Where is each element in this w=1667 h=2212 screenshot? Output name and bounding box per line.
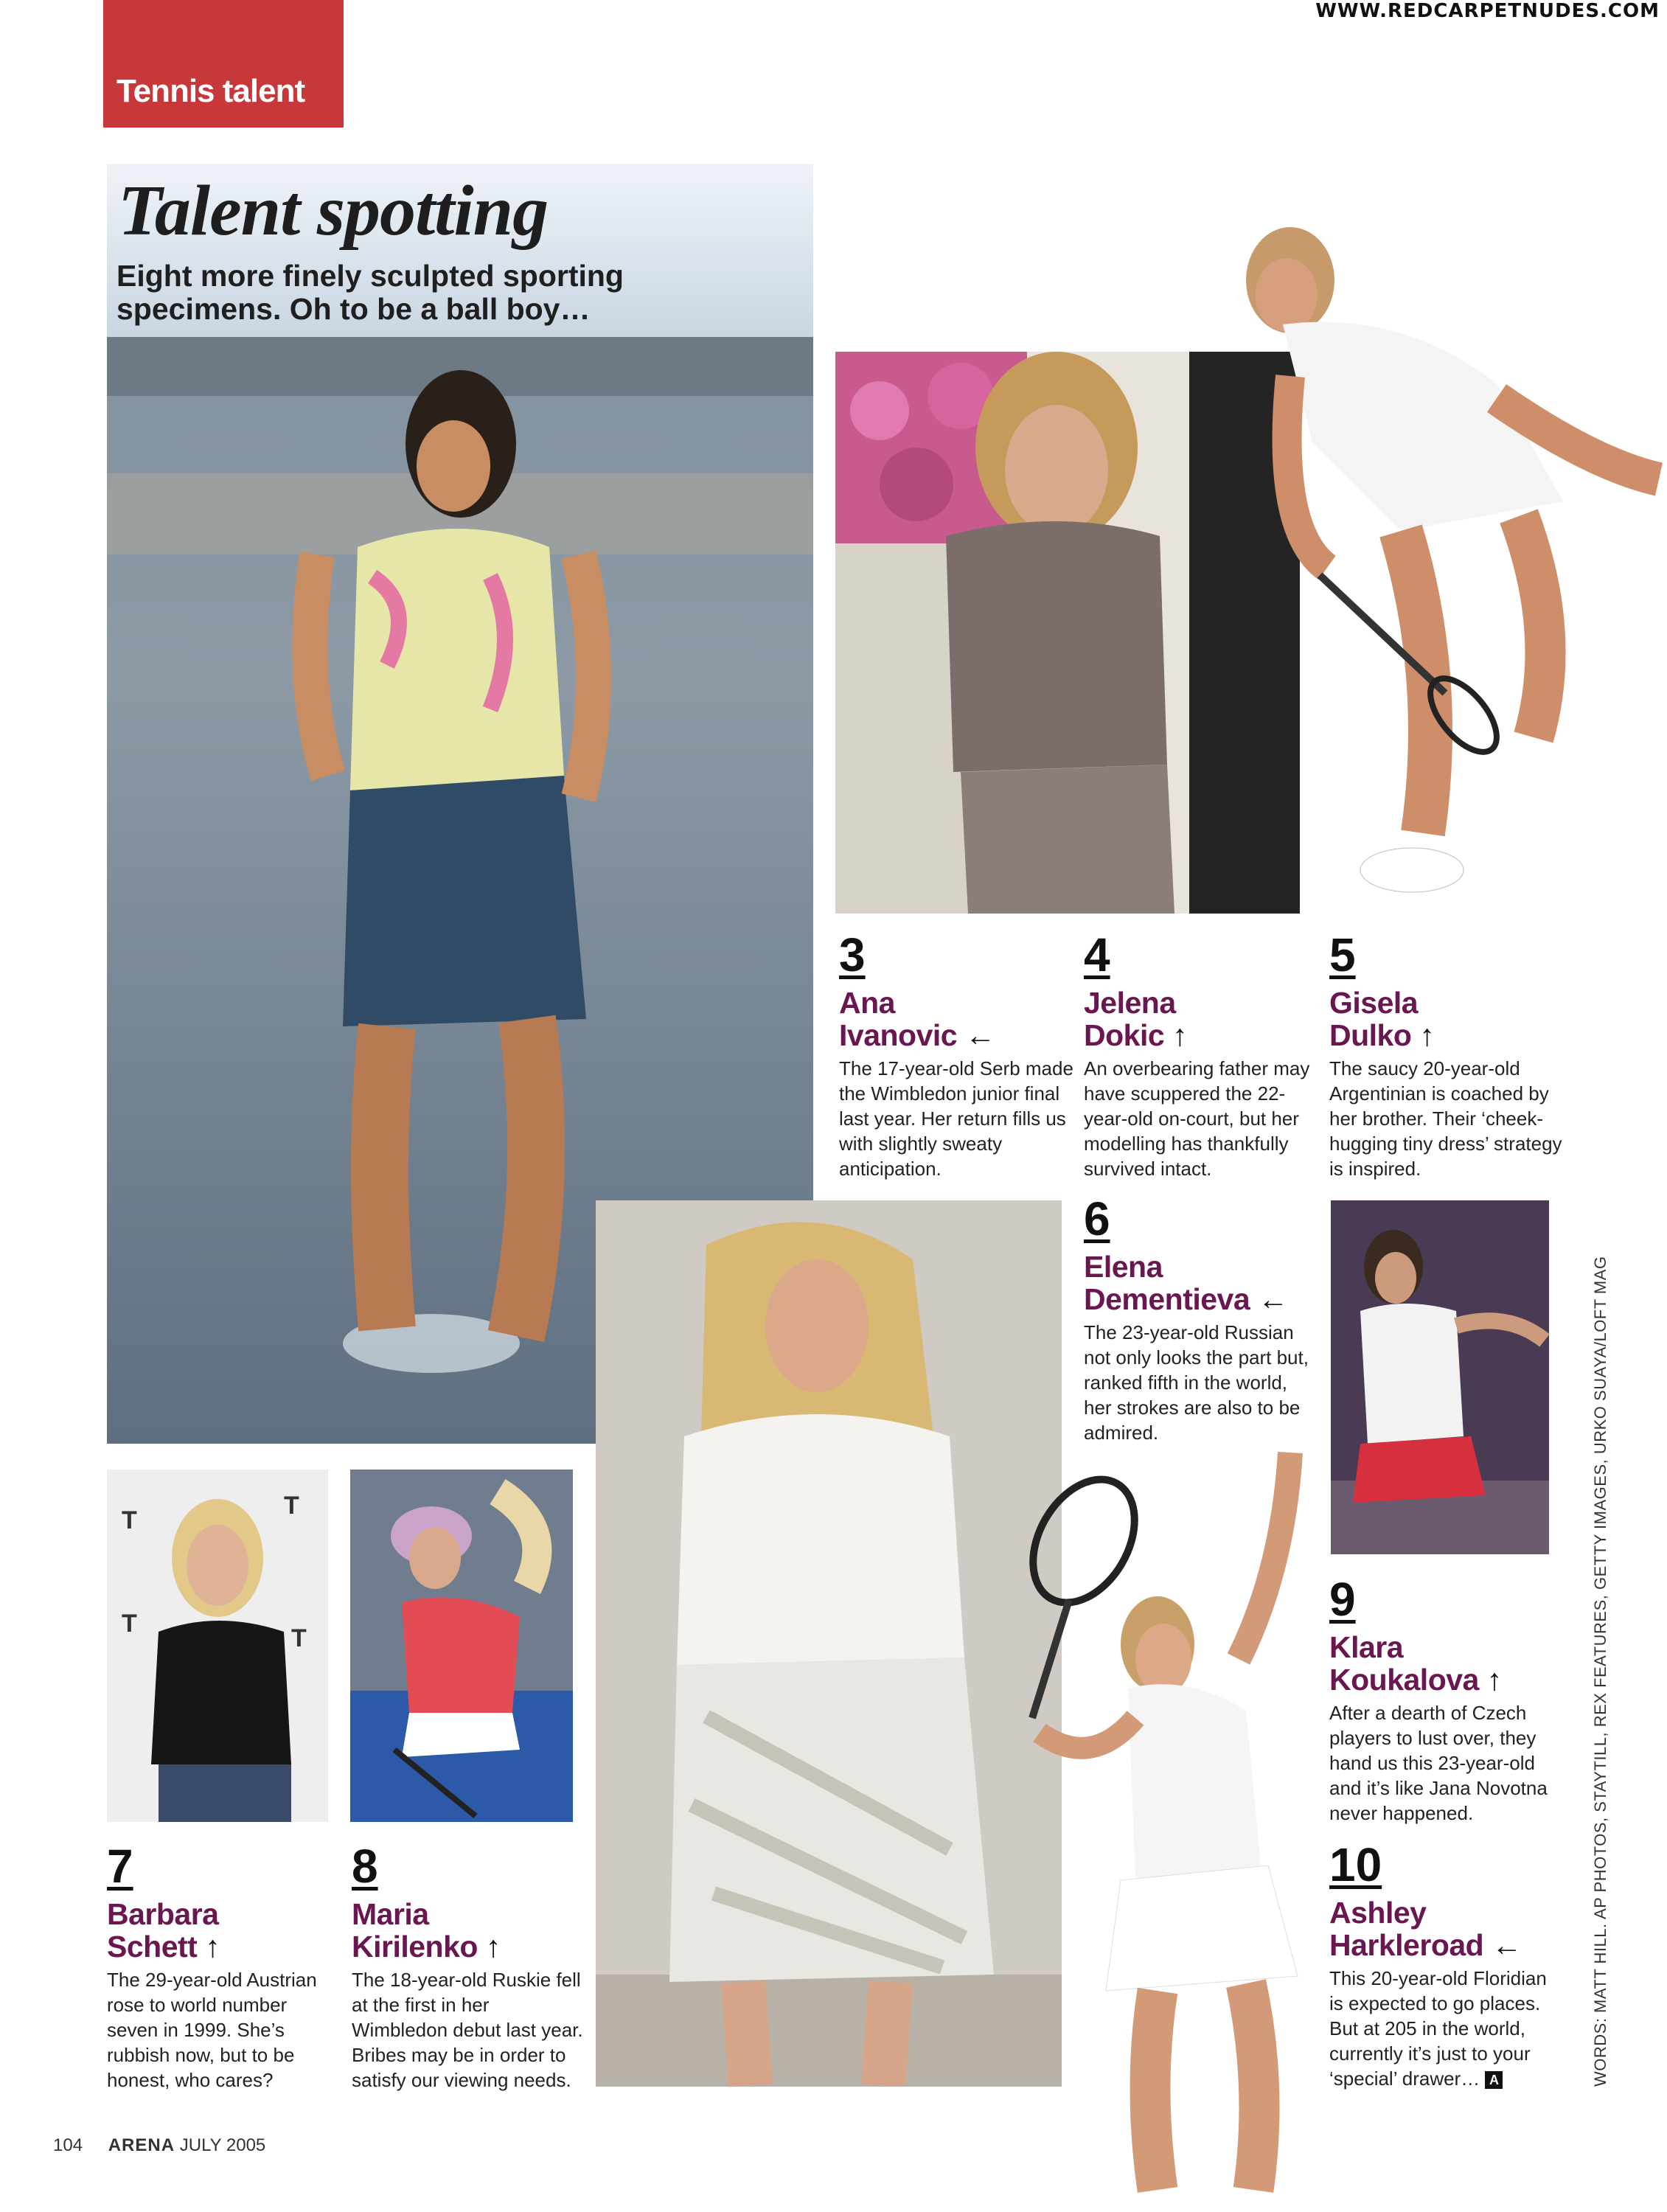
entry-kirilenko [352, 1842, 584, 2093]
entry-description: After a dearth of Czech players to lust over, they hand us this 23-year-old and it’s like Jana Novotna never happened. [1329, 1702, 1548, 1824]
entry-description: An overbearing father may have scuppered the 22-year-old on-court, but her modelling has thankfully survived intact. [1084, 1057, 1310, 1180]
arrow-up-icon: ↑ [1172, 1018, 1188, 1052]
page-title: Talent spotting [118, 171, 549, 251]
svg-text:T: T [122, 1506, 137, 1534]
entry-name [839, 987, 1075, 1051]
entry-surname: Dulko [1329, 1018, 1412, 1052]
entry-surname: Kirilenko [352, 1930, 478, 1964]
entry-surname: Dementieva [1084, 1282, 1250, 1316]
magazine-name: ARENA [108, 2135, 175, 2155]
entry-number: 8 [352, 1840, 378, 1893]
arrow-left-icon: ← [1258, 1282, 1288, 1316]
photo-koukalova [1331, 1200, 1549, 1554]
svg-text:T: T [284, 1492, 299, 1520]
entry-surname: Dokic [1084, 1018, 1165, 1052]
entry-name [1329, 1631, 1565, 1696]
photo-schett-image [107, 1470, 328, 1822]
entry-dokic [1084, 928, 1312, 1181]
entry-name [352, 1898, 584, 1963]
photo-harkleroad [988, 1423, 1349, 2212]
entry-surname: Harkleroad [1329, 1928, 1484, 1962]
arrow-up-icon: ↑ [205, 1930, 220, 1964]
entry-number: 4 [1084, 928, 1110, 981]
entry-first-name: Elena [1084, 1250, 1163, 1284]
arrow-up-icon: ↑ [1486, 1663, 1502, 1697]
arrow-up-icon: ↑ [1419, 1018, 1435, 1052]
entry-koukalova [1329, 1575, 1565, 1826]
entry-description-text: This 20-year-old Floridian is expected to go places. But at 205 in the world, currently it’s just to your ‘special’ drawer… [1329, 1967, 1547, 2090]
entry-first-name: Jelena [1084, 986, 1176, 1020]
section-tag-label: Tennis talent [116, 73, 305, 109]
photo-schett [107, 1470, 328, 1822]
end-mark-icon: A [1485, 2071, 1503, 2089]
entry-number: 5 [1329, 928, 1356, 981]
photo-dulko [1180, 221, 1666, 914]
entry-dementieva [1084, 1194, 1320, 1445]
entry-name [1329, 987, 1565, 1051]
svg-text:T: T [122, 1610, 137, 1638]
entry-first-name: Gisela [1329, 986, 1419, 1020]
issue-date: JULY 2005 [179, 2135, 266, 2155]
entry-first-name: Klara [1329, 1630, 1404, 1664]
photo-kirilenko [350, 1470, 573, 1822]
entry-ivanovic [839, 928, 1075, 1181]
entry-name [1084, 1251, 1320, 1315]
arrow-left-icon: ← [965, 1018, 995, 1052]
entry-description: The 17-year-old Serb made the Wimbledon junior final last year. Her return fills us with slightly sweaty anticipation. [839, 1057, 1073, 1180]
entry-description: The 29-year-old Austrian rose to world number seven in 1999. She’s rubbish now, but to be honest, who cares? [107, 1969, 317, 2091]
entry-surname: Koukalova [1329, 1663, 1479, 1697]
entry-first-name: Ashley [1329, 1896, 1427, 1930]
entry-description: The 23-year-old Russian not only looks the part but, ranked fifth in the world, her strokes are also to be admired. [1084, 1321, 1309, 1444]
page-number: 104 [53, 2135, 83, 2155]
entry-description: The saucy 20-year-old Argentinian is coached by her brother. Their ‘cheek-hugging tiny dress’ strategy is inspired. [1329, 1057, 1562, 1180]
entry-description: The 18-year-old Ruskie fell at the first in her Wimbledon debut last year. Bribes may be in order to satisfy our viewing needs. [352, 1969, 583, 2091]
photo-harkleroad-image [988, 1423, 1349, 2212]
arrow-left-icon: ← [1492, 1928, 1522, 1962]
entry-name [107, 1898, 335, 1963]
page-footer [53, 2135, 265, 2156]
entry-number: 6 [1084, 1192, 1110, 1245]
arrow-up-icon: ↑ [485, 1930, 501, 1964]
entry-number: 7 [107, 1840, 133, 1893]
entry-name [1329, 1896, 1565, 1961]
page-standfirst: Eight more finely sculpted sporting specimens. Oh to be a ball boy… [116, 259, 624, 326]
entry-first-name: Maria [352, 1897, 429, 1931]
photo-koukalova-image [1331, 1200, 1549, 1554]
entry-description [1329, 1966, 1565, 2091]
entry-number: 3 [839, 928, 866, 981]
photo-kirilenko-image [350, 1470, 573, 1822]
entry-first-name: Ana [839, 986, 895, 1020]
entry-name [1084, 987, 1312, 1051]
entry-number: 10 [1329, 1838, 1382, 1891]
entry-dulko [1329, 928, 1565, 1181]
entry-surname: Ivanovic [839, 1018, 958, 1052]
entry-harkleroad [1329, 1840, 1565, 2091]
entry-surname: Schett [107, 1930, 198, 1964]
entry-number: 9 [1329, 1573, 1356, 1626]
section-tag [103, 0, 344, 128]
photo-dulko-image [1180, 221, 1666, 914]
watermark-text: WWW.REDCARPETNUDES.COM [1315, 0, 1660, 22]
entry-schett [107, 1842, 335, 2093]
photo-credits: WORDS: MATT HILL. AP PHOTOS, STAYTILL, REX FEATURES, GETTY IMAGES, URKO SUAYA/LOFT MAG [1591, 1256, 1609, 2087]
entry-first-name: Barbara [107, 1897, 219, 1931]
svg-text:T: T [291, 1624, 307, 1652]
